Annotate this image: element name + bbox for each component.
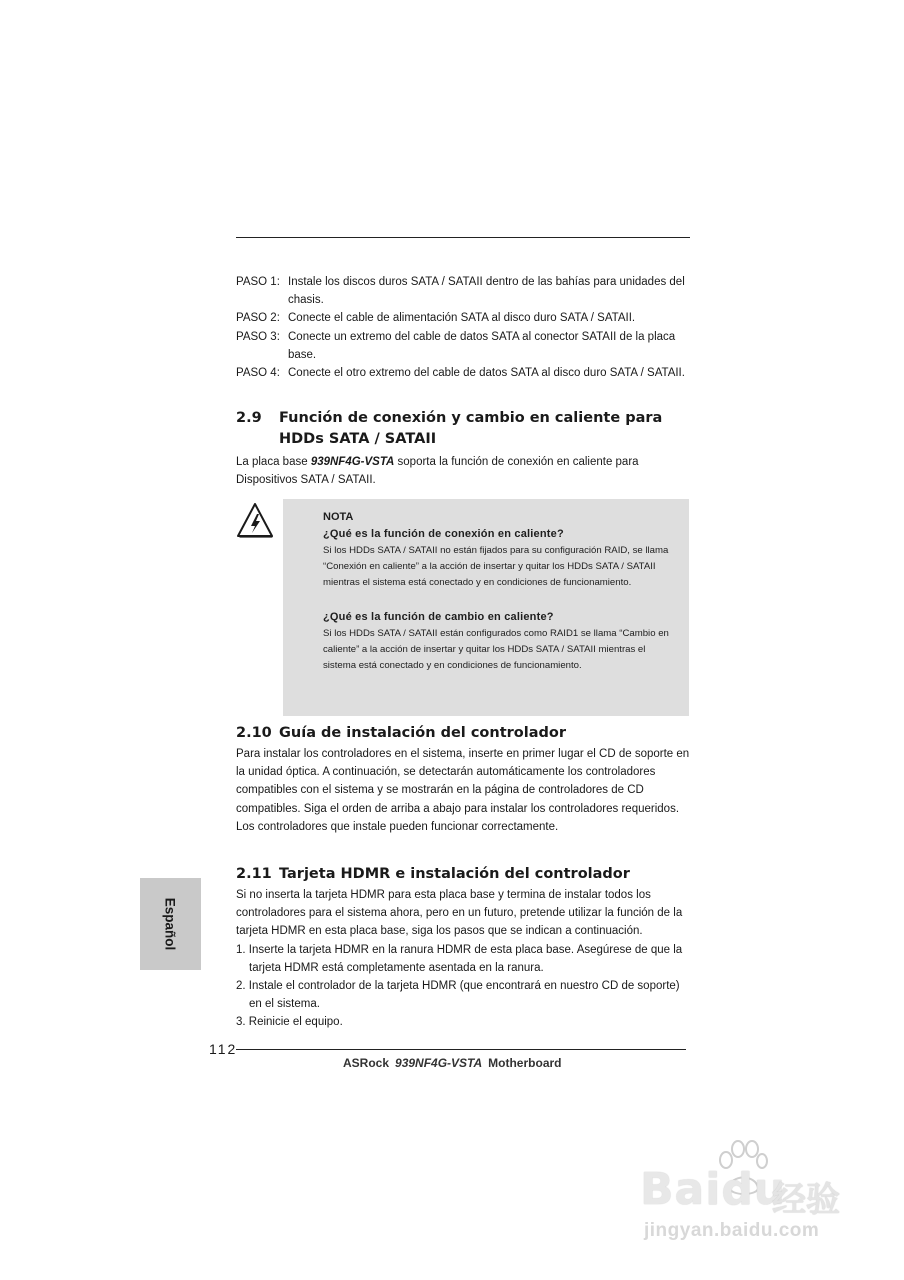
note-question: ¿Qué es la función de conexión en caliente? bbox=[323, 528, 564, 540]
note-answer: Si los HDDs SATA / SATAII no están fijados para su configuración RAID, se llama “Conexión en caliente” a la acción de insertar y quitar los HDDs SATA / SATAII mientras el sistema está conectado y en condiciones de funcionamiento. bbox=[323, 545, 669, 589]
watermark-logo-b: du bbox=[721, 1164, 787, 1215]
step-label: PASO 4: bbox=[236, 367, 280, 380]
section-2-11-body bbox=[236, 886, 692, 1032]
step-label: PASO 2: bbox=[236, 312, 280, 325]
list-item: 3. Reinicie el equipo. bbox=[236, 1016, 343, 1029]
footer-model: 939NF4G-VSTA bbox=[395, 1056, 483, 1070]
step-label: PASO 1: bbox=[236, 276, 280, 288]
step-text: Conecte el otro extremo del cable de datos SATA al disco duro SATA / SATAII. bbox=[288, 367, 685, 380]
section-2-9-heading bbox=[236, 408, 696, 450]
body-text: soporta la función de conexión en caliente para Dispositivos SATA / SATAII. bbox=[236, 456, 639, 487]
list-item: 1. Inserte la tarjeta HDMR en la ranura HDMR de esta placa base. Asegúrese de que la tarjeta HDMR está completamente asentada en la ranura. bbox=[236, 943, 683, 974]
top-divider bbox=[236, 237, 690, 238]
list-item: 2. Instale el controlador de la tarjeta HDMR (que encontrará en nuestro CD de soporte) en el sistema. bbox=[236, 980, 680, 1011]
watermark-url: jingyan.baidu.com bbox=[644, 1220, 820, 1241]
section-title: Guía de instalación del controlador bbox=[279, 725, 566, 741]
step-text: Instale los discos duros SATA / SATAII dentro de las bahías para unidades del chasis. bbox=[288, 276, 685, 307]
note-box bbox=[283, 499, 689, 716]
baidu-watermark bbox=[640, 1140, 854, 1250]
warning-lightning-icon bbox=[236, 502, 274, 538]
note-question: ¿Qué es la función de cambio en caliente? bbox=[323, 610, 554, 623]
note-spacer bbox=[323, 592, 675, 608]
body-text: La placa base bbox=[236, 456, 311, 468]
section-2-10-body: Para instalar los controladores en el sistema, inserte en primer lugar el CD de soporte en la unidad óptica. A continuación, se detectarán automáticamente los controladores compatibles con el sistema y se mostrarán en la página de controladores de CD compatibles. Siga el orden de arriba a abajo para instalar los controladores requeridos. Los controladores que instale pueden funcionar correctamente. bbox=[236, 748, 690, 833]
language-label: Español bbox=[162, 897, 178, 951]
section-2-10-heading bbox=[236, 725, 566, 741]
note-answer: Si los HDDs SATA / SATAII están configurados como RAID1 se llama “Cambio en caliente” a la acción de insertar y quitar los HDDs SATA / SATAII mientras el sistema está conectado y en condiciones de funcionamiento. bbox=[323, 627, 669, 672]
language-tab bbox=[140, 878, 201, 970]
section-title-line2: HDDs SATA / SATAII bbox=[279, 431, 437, 447]
install-steps bbox=[236, 273, 692, 382]
section-number: 2.9 bbox=[236, 410, 262, 426]
step-text: Conecte el cable de alimentación SATA al disco duro SATA / SATAII. bbox=[288, 312, 636, 325]
step-label: PASO 3: bbox=[236, 330, 280, 343]
watermark-cn: 经验 bbox=[772, 1181, 840, 1219]
section-title: Tarjeta HDMR e instalación del controlador bbox=[279, 866, 630, 882]
section-title-line1: Función de conexión y cambio en caliente para bbox=[279, 410, 663, 426]
body-text: Si no inserta la tarjeta HDMR para esta placa base y termina de instalar todos los controladores para el sistema ahora, pero en un futuro, pretende utilizar la función de la tarjeta HDMR en esta placa base, siga los pasos que se indican a continuación. bbox=[236, 889, 683, 938]
section-2-9-body bbox=[236, 453, 692, 489]
page-number: 112 bbox=[209, 1041, 238, 1057]
step-3 bbox=[236, 328, 692, 364]
step-2 bbox=[236, 309, 692, 327]
footer bbox=[343, 1056, 562, 1070]
footer-product: Motherboard bbox=[488, 1056, 562, 1070]
bottom-divider bbox=[236, 1049, 686, 1050]
section-2-11-heading bbox=[236, 866, 630, 882]
watermark-logo bbox=[640, 1164, 786, 1215]
step-text: Conecte un extremo del cable de datos SATA al conector SATAII de la placa base. bbox=[288, 330, 676, 361]
footer-brand: ASRock bbox=[343, 1056, 390, 1070]
step-1 bbox=[236, 273, 692, 309]
note-title: NOTA bbox=[323, 511, 354, 523]
model-name: 939NF4G-VSTA bbox=[310, 456, 395, 468]
note-content bbox=[323, 509, 675, 674]
step-4 bbox=[236, 364, 692, 382]
section-number: 2.11 bbox=[236, 866, 272, 882]
watermark-logo-a: Bai bbox=[640, 1164, 722, 1215]
section-number: 2.10 bbox=[236, 725, 272, 741]
